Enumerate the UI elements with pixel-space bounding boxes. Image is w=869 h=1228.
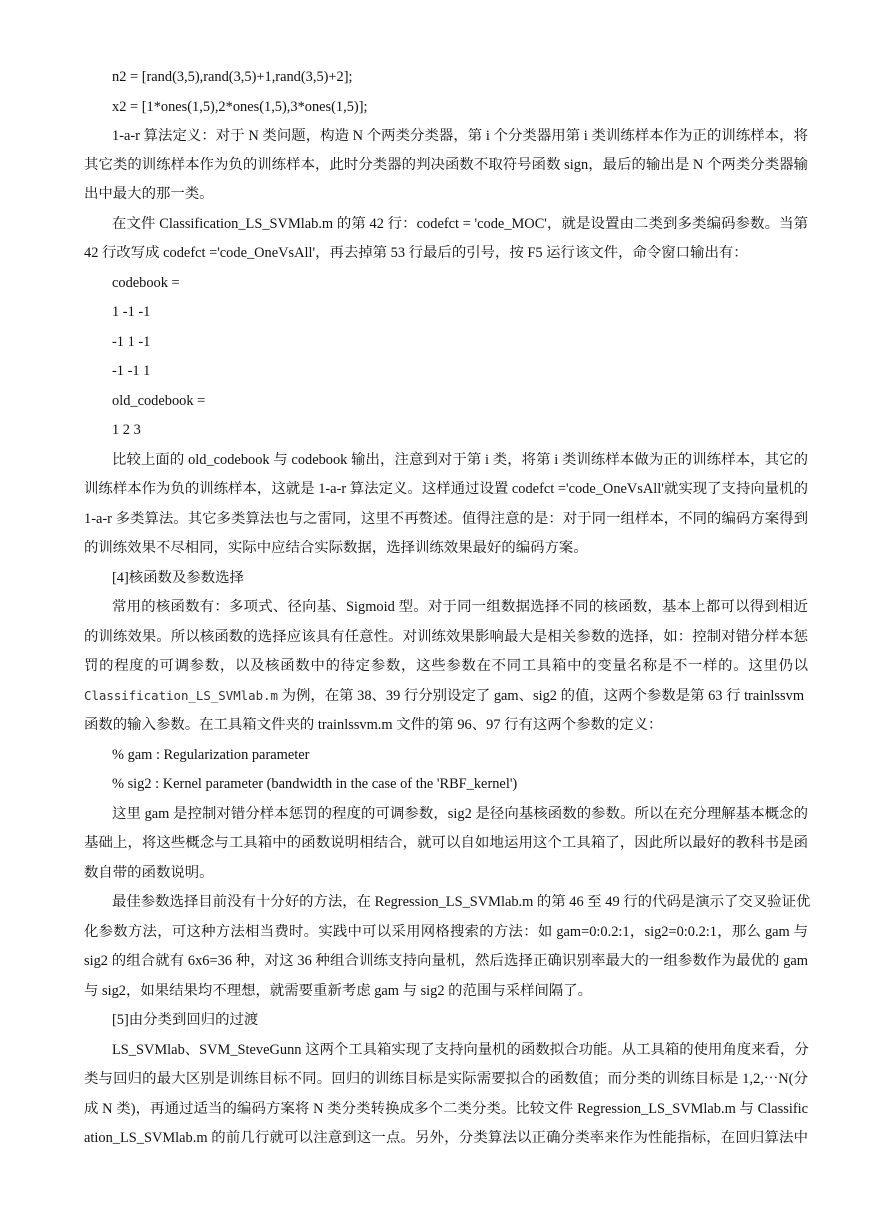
paragraph-line: 与 sig2，如果结果均不理想，就需要重新考虑 gam 与 sig2 的范围与采样间隔了。	[84, 983, 593, 999]
output-line: -1 -1 1	[112, 363, 151, 379]
paragraph-line: 类与回归的最大区别是训练目标不同。回归的训练目标是实际需要拟合的函数值；而分类的训练目标是 1,2,⋯N(分	[84, 1071, 808, 1087]
paragraph-line: 在文件 Classification_LS_SVMlab.m 的第 42 行：codefct = 'code_MOC'，就是设置由二类到多类编码参数。当第	[112, 216, 808, 232]
output-line: old_codebook =	[112, 393, 206, 409]
paragraph-line: 1-a-r 多类算法。其它多类算法也与之雷同，这里不再赘述。值得注意的是：对于同一组样本，不同的编码方案得到	[84, 511, 808, 527]
paragraph-line: 数自带的函数说明。	[84, 865, 214, 881]
paragraph-line: 42 行改写成 codefct ='code_OneVsAll'，再去掉第 53 行最后的引号，按 F5 运行该文件，命令窗口输出有：	[84, 245, 748, 261]
paragraph-line: 常用的核函数有：多项式、径向基、Sigmoid 型。对于同一组数据选择不同的核函数，基本上都可以得到相近	[112, 599, 808, 615]
output-line: -1 1 -1	[112, 334, 151, 350]
paragraph-line: 基础上，将这些概念与工具箱中的函数说明相结合，就可以自如地运用这个工具箱了，因此所以最好的教科书是函	[84, 835, 808, 851]
paragraph-line: 其它类的训练样本作为负的训练样本，此时分类器的判决函数不取符号函数 sign，最后的输出是 N 个两类分类器输	[84, 157, 808, 173]
inline-code: Classification_LS_SVMlab.m	[84, 688, 278, 703]
code-line: x2 = [1*ones(1,5),2*ones(1,5),3*ones(1,5)];	[112, 99, 368, 115]
code-comment-line: % sig2 : Kernel parameter (bandwidth in the case of the 'RBF_kernel')	[112, 776, 518, 792]
paragraph-line: ation_LS_SVMlab.m 的前几行就可以注意到这一点。另外，分类算法以正确分类率来作为性能指标，在回归算法中	[84, 1130, 808, 1146]
code-line: n2 = [rand(3,5),rand(3,5)+1,rand(3,5)+2];	[112, 69, 353, 85]
paragraph-line: 1-a-r 算法定义：对于 N 类问题，构造 N 个两类分类器，第 i 个分类器用第 i 类训练样本作为正的训练样本，将	[112, 128, 808, 144]
output-line: 1 -1 -1	[112, 304, 151, 320]
output-line: 1 2 3	[112, 422, 141, 438]
code-comment-line: % gam : Regularization parameter	[112, 747, 310, 763]
paragraph-line: 这里 gam 是控制对错分样本惩罚的程度的可调参数，sig2 是径向基核函数的参数。所以在充分理解基本概念的	[112, 806, 808, 822]
paragraph-line: 比较上面的 old_codebook 与 codebook 输出，注意到对于第 i 类，将第 i 类训练样本做为正的训练样本，其它的	[112, 452, 808, 468]
section-heading: [4]核函数及参数选择	[112, 570, 244, 586]
section-heading: [5]由分类到回归的过渡	[112, 1012, 259, 1028]
paragraph-line: 最佳参数选择目前没有十分好的方法，在 Regression_LS_SVMlab.m 的第 46 至 49 行的代码是演示了交叉验证优	[112, 894, 811, 910]
paragraph-line: sig2 的组合就有 6x6=36 种，对这 36 种组合训练支持向量机，然后选择正确识别率最大的一组参数作为最优的 gam	[84, 953, 808, 969]
paragraph-line: 成 N 类)，再通过适当的编码方案将 N 类分类转换成多个二类分类。比较文件 Regression_LS_SVMlab.m 与 Classific	[84, 1101, 808, 1117]
paragraph-text: 为例，在第 38、39 行分别设定了 gam、sig2 的值，这两个参数是第 63 行 trainlssvm	[277, 688, 805, 704]
paragraph-line: 的训练效果。所以核函数的选择应该具有任意性。对训练效果影响最大是相关参数的选择，如：控制对错分样本惩	[84, 629, 808, 645]
paragraph-line: 函数的输入参数。在工具箱文件夹的 trainlssvm.m 文件的第 96、97 行有这两个参数的定义：	[84, 717, 663, 733]
paragraph-line: LS_SVMlab、SVM_SteveGunn 这两个工具箱实现了支持向量机的函数拟合功能。从工具箱的使用角度来看，分	[112, 1042, 809, 1058]
paragraph-line: 罚的程度的可调参数，以及核函数中的待定参数，这些参数在不同工具箱中的变量名称是不一样的。这里仍以	[84, 658, 808, 674]
paragraph-line	[84, 685, 808, 707]
paragraph-line: 训练样本作为负的训练样本，这就是 1-a-r 算法定义。这样通过设置 codefct ='code_OneVsAll'就实现了支持向量机的	[84, 481, 808, 497]
paragraph-line: 出中最大的那一类。	[84, 186, 214, 202]
paragraph-line: 化参数方法，可这种方法相当费时。实践中可以采用网格搜索的方法：如 gam=0:0.2:1，sig2=0:0.2:1，那么 gam 与	[84, 924, 808, 940]
paragraph-line: 的训练效果不尽相同，实际中应结合实际数据，选择训练效果最好的编码方案。	[84, 540, 588, 556]
output-line: codebook =	[112, 275, 180, 291]
